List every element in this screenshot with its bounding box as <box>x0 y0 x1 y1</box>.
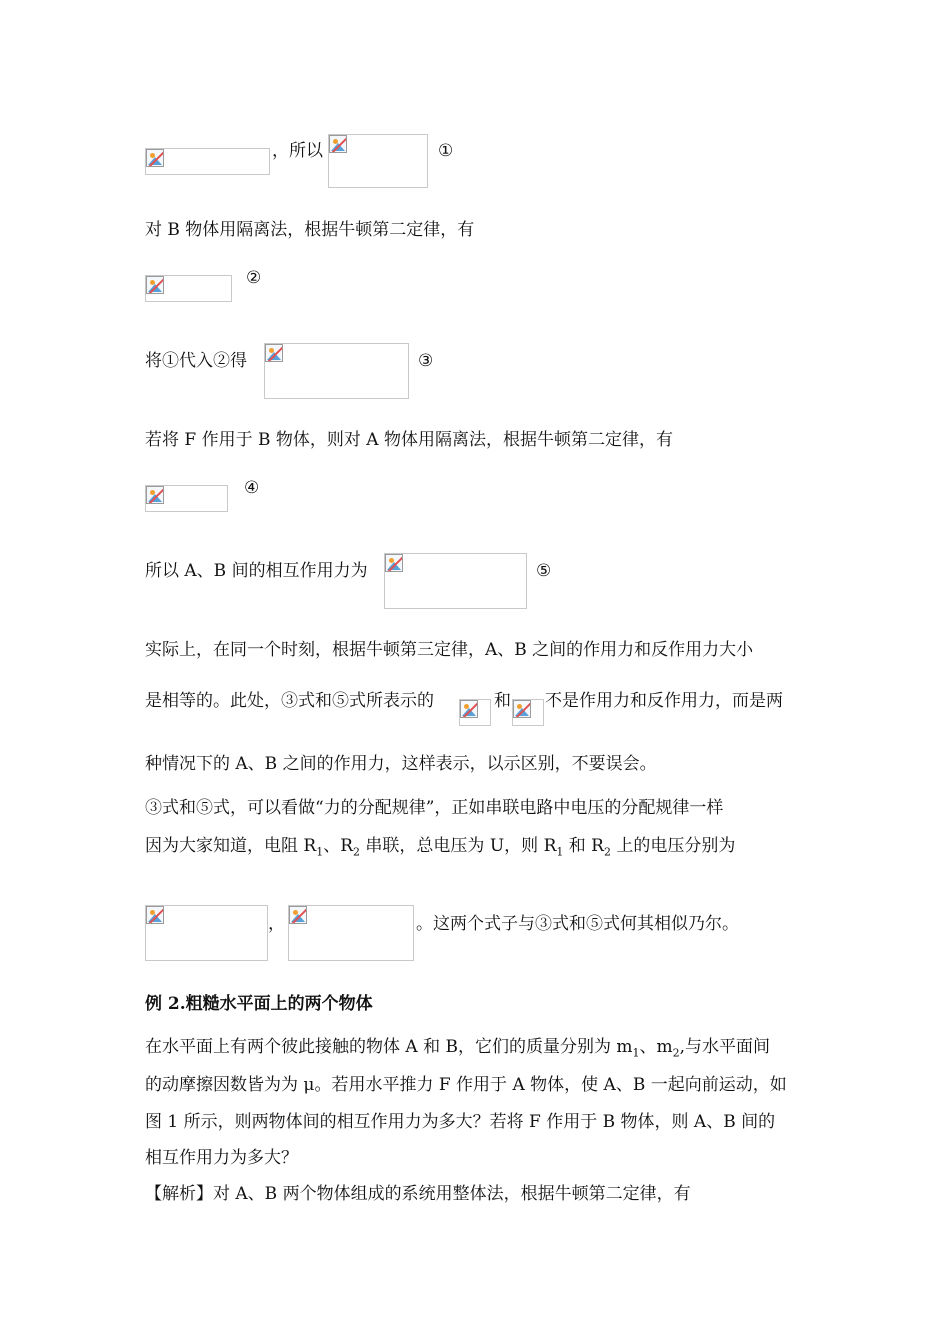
text-line: 相互作用力为多大？ <box>145 1148 298 1168</box>
formula-image <box>145 905 268 961</box>
broken-image-icon <box>146 149 164 167</box>
broken-image-icon <box>265 344 283 362</box>
text-line: 对 B 物体用隔离法，根据牛顿第二定律，有 <box>145 220 475 240</box>
text-line <box>145 1035 770 1065</box>
text: 、R <box>323 836 354 856</box>
text-line <box>145 834 735 864</box>
text: 。这两个式子与③式和⑤式何其相似乃尔。 <box>416 914 739 934</box>
text: ,与水平面间 <box>679 1037 771 1057</box>
text-line: 若将 F 作用于 B 物体，则对 A 物体用隔离法，根据牛顿第二定律，有 <box>145 430 673 450</box>
example-title: 例 2.粗糙水平面上的两个物体 <box>145 994 373 1014</box>
formula-image <box>384 553 527 609</box>
equation-number: ① <box>438 141 454 161</box>
broken-image-icon <box>329 135 347 153</box>
text-line: ③式和⑤式，可以看做“力的分配规律”，正如串联电路中电压的分配规律一样 <box>145 798 724 818</box>
text-line: 种情况下的 A、B 之间的作用力，这样表示，以示区别，不要误会。 <box>145 754 657 774</box>
broken-image-icon <box>146 486 164 504</box>
subscript: 2 <box>672 1046 680 1060</box>
formula-image <box>264 343 409 399</box>
text: 和 <box>494 691 511 711</box>
text-line: 图 1 所示，则两物体间的相互作用力为多大？若将 F 作用于 B 物体，则 A、B 间的 <box>145 1112 776 1132</box>
broken-image-icon <box>146 906 164 924</box>
equation-number: ⑤ <box>536 561 552 581</box>
equation-number: ③ <box>418 351 434 371</box>
broken-image-icon <box>289 906 307 924</box>
text: ，所以 <box>272 141 323 161</box>
formula-image <box>145 275 232 302</box>
formula-image <box>145 148 270 175</box>
text: 因为大家知道，电阻 R <box>145 836 317 856</box>
text: 串联，总电压为 U，则 R <box>360 836 557 856</box>
text: 在水平面上有两个彼此接触的物体 A 和 B，它们的质量分别为 m <box>145 1037 633 1057</box>
broken-image-icon <box>460 700 478 718</box>
text: ， <box>268 914 285 934</box>
text: 、m <box>639 1037 673 1057</box>
formula-image <box>145 485 228 512</box>
formula-image <box>328 134 428 188</box>
formula-image <box>512 699 544 726</box>
text: 不是作用力和反作用力，而是两 <box>545 691 783 711</box>
formula-image <box>288 905 414 961</box>
text: 所以 A、B 间的相互作用力为 <box>145 561 368 581</box>
text-line: 【解析】对 A、B 两个物体组成的系统用整体法，根据牛顿第二定律，有 <box>145 1184 691 1204</box>
subscript: 1 <box>316 845 324 859</box>
text-line: 实际上，在同一个时刻，根据牛顿第三定律，A、B 之间的作用力和反作用力大小 <box>145 640 754 660</box>
text: 将①代入②得 <box>145 351 247 371</box>
equation-number: ④ <box>244 478 260 498</box>
broken-image-icon <box>146 276 164 294</box>
text-line: 的动摩擦因数皆为为 μ。若用水平推力 F 作用于 A 物体，使 A、B 一起向前运动，如 <box>145 1075 787 1095</box>
subscript: 2 <box>353 845 361 859</box>
subscript: 2 <box>603 845 611 859</box>
text: 和 R <box>563 836 604 856</box>
subscript: 1 <box>632 1046 640 1060</box>
text: 上的电压分别为 <box>610 836 736 856</box>
subscript: 1 <box>556 845 564 859</box>
equation-number: ② <box>246 268 262 288</box>
broken-image-icon <box>513 700 531 718</box>
broken-image-icon <box>385 554 403 572</box>
text: 是相等的。此处，③式和⑤式所表示的 <box>145 691 434 711</box>
formula-image <box>459 699 491 726</box>
